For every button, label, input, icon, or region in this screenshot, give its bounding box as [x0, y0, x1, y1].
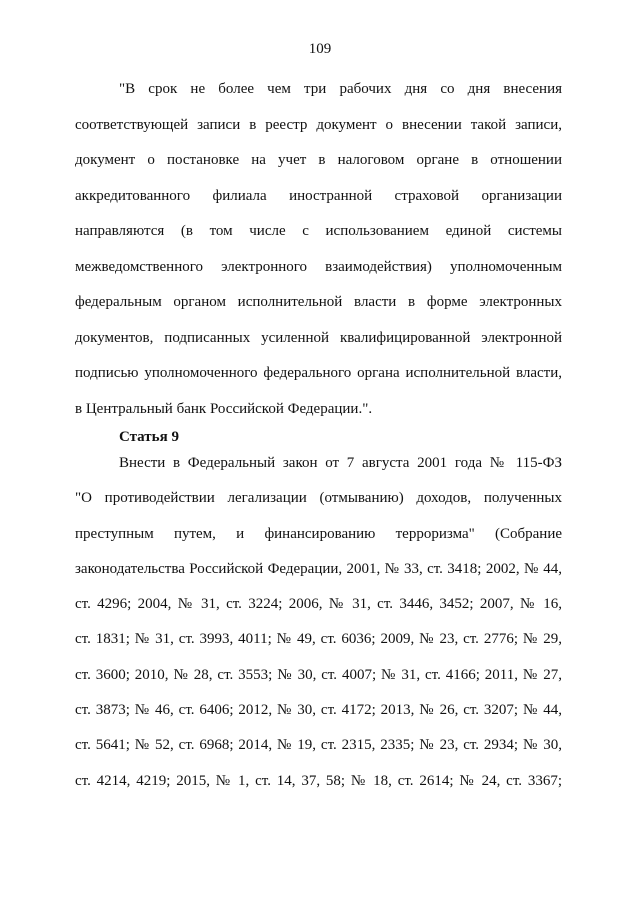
text-line: преступным путем, и финансированию терроризма" (Собрание — [75, 525, 562, 542]
text-line: аккредитованного филиала иностранной страховой организации — [75, 187, 562, 204]
text-line: ст. 4296; 2004, № 31, ст. 3224; 2006, № 31, ст. 3446, 3452; 2007, № 16, — [75, 596, 562, 613]
text-line: законодательства Российской Федерации, 2001, № 33, ст. 3418; 2002, № 44, — [75, 560, 562, 577]
text-line: "В срок не более чем три рабочих дня со дня внесения — [119, 81, 562, 97]
text-line: в Центральный банк Российской Федерации.". — [75, 400, 373, 417]
text-line: ст. 3873; № 46, ст. 6406; 2012, № 30, ст. 4172; 2013, № 26, ст. 3207; № 44, — [75, 702, 562, 719]
text-line: ст. 5641; № 52, ст. 6968; 2014, № 19, ст. 2315, 2335; № 23, ст. 2934; № 30, — [75, 737, 562, 754]
text-line: ст. 3600; 2010, № 28, ст. 3553; № 30, ст. 4007; № 31, ст. 4166; 2011, № 27, — [75, 666, 562, 683]
text-line: ст. 1831; № 31, ст. 3993, 4011; № 49, ст. 6036; 2009, № 23, ст. 2776; № 29, — [75, 631, 562, 648]
article-heading: Статья 9 — [119, 429, 179, 445]
text-line: "О противодействии легализации (отмыванию) доходов, полученных — [75, 490, 562, 507]
text-line: ст. 4214, 4219; 2015, № 1, ст. 14, 37, 58; № 18, ст. 2614; № 24, ст. 3367; — [75, 772, 562, 789]
text-line: межведомственного электронного взаимодействия) уполномоченным — [75, 258, 562, 275]
text-line: соответствующей записи в реестр документ о внесении такой записи, — [75, 116, 562, 133]
paragraph-amendment-text — [75, 79, 562, 434]
page-number: 109 — [308, 41, 332, 57]
text-line: документ о постановке на учет в налоговом органе в отношении — [75, 152, 562, 168]
paragraph-article-body — [75, 453, 562, 806]
text-line: направляются (в том числе с использованием единой системы — [75, 223, 562, 239]
text-line: документов, подписанных усиленной квалифицированной электронной — [75, 329, 562, 346]
text-line: Внести в Федеральный закон от 7 августа 2001 года № 115-ФЗ — [119, 455, 562, 471]
text-line: федеральным органом исполнительной власти в форме электронных — [75, 294, 562, 310]
text-line: подписью уполномоченного федерального органа исполнительной власти, — [75, 365, 562, 381]
